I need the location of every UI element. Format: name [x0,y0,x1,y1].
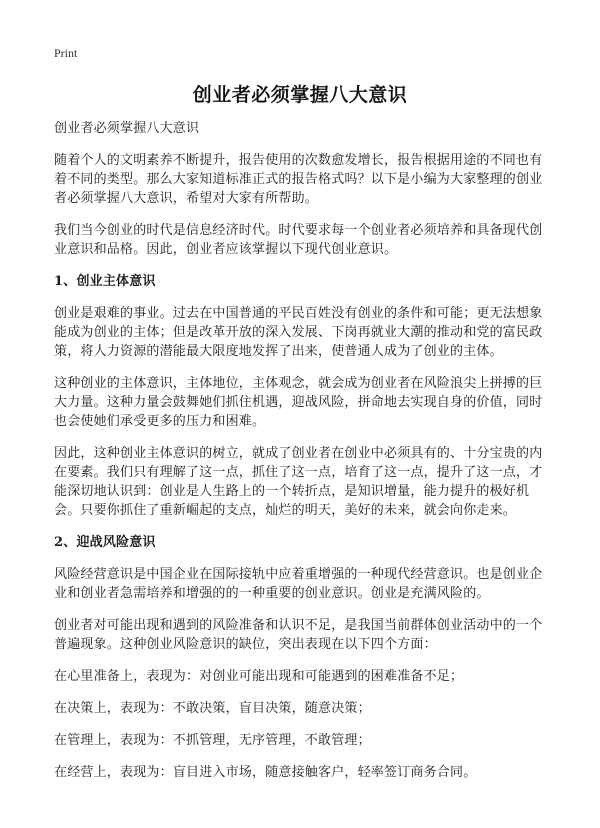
print-label: Print [54,46,78,60]
section-2-paragraph-4: 在决策上，表现为：不敢决策，盲目决策，随意决策； [54,701,371,716]
section-1-paragraph-2: 这种创业的主体意识，主体地位，主体观念，就会成为创业者在风险浪尖上拼搏的巨大力量。这种力量会鼓舞她们抓住机遇，迎战风险，拼命地去实现自身的价值，同时也会使她们承受更多的压力和困难。 [54,376,543,429]
section-1-heading: 1、创业主体意识 [54,274,156,289]
section-2-heading: 2、迎战风险意识 [54,535,156,550]
document-subtitle: 创业者必须掌握八大意识 [54,121,200,136]
document-title: 创业者必须掌握八大意识 [192,84,408,106]
section-1-paragraph-3: 因此，这种创业主体意识的树立，就成了创业者在创业中必须具有的、十分宝贵的内在要素。我们只有理解了这一点，抓住了这一点，培育了这一点，提升了这一点，才能深切地认识到：创业是人生路上的一个转折点，是知识增量，能力提升的极好机会。只要你抓住了重新崛起的支点，灿烂的明天，美好的未来，就会向你走来。 [54,446,543,518]
section-2-paragraph-2: 创业者对可能出现和遇到的风险准备和认识不足，是我国当前群体创业活动中的一个普遍现象。这种创业风险意识的缺位，突出表现在以下四个方面： [54,618,543,652]
section-1-paragraph-1: 创业是艰难的事业。过去在中国普通的平民百姓没有创业的条件和可能；更无法想象能成为创业的主体；但是改革开放的深入发展、下岗再就业大潮的推动和党的富民政策，将人力资源的潜能最大限度地发挥了出来，使普通人成为了创业的主体。 [54,306,543,359]
intro-paragraph-2: 我们当今创业的时代是信息经济时代。时代要求每一个创业者必须培养和具备现代创业意识和品格。因此，创业者应该掌握以下现代创业意识。 [54,223,543,257]
section-2-paragraph-6: 在经营上，表现为：盲目进入市场，随意接触客户，轻率签订商务合同。 [54,765,477,780]
intro-paragraph-1: 随着个人的文明素养不断提升，报告使用的次数愈发增长，报告根据用途的不同也有着不同的类型。那么大家知道标准正式的报告格式吗？以下是小编为大家整理的创业者必须掌握八大意识，希望对大家有所帮助。 [54,153,543,206]
section-2-paragraph-5: 在管理上，表现为：不抓管理，无序管理，不敢管理； [54,733,371,748]
section-2-paragraph-3: 在心里准备上，表现为：对创业可能出现和可能遇到的困难准备不足； [54,669,464,684]
section-2-paragraph-1: 风险经营意识是中国企业在国际接轨中应着重增强的一种现代经营意识。也是创业企业和创业者急需培养和增强的的一种重要的创业意识。创业是充满风险的。 [54,567,543,601]
document-body [54,119,554,795]
